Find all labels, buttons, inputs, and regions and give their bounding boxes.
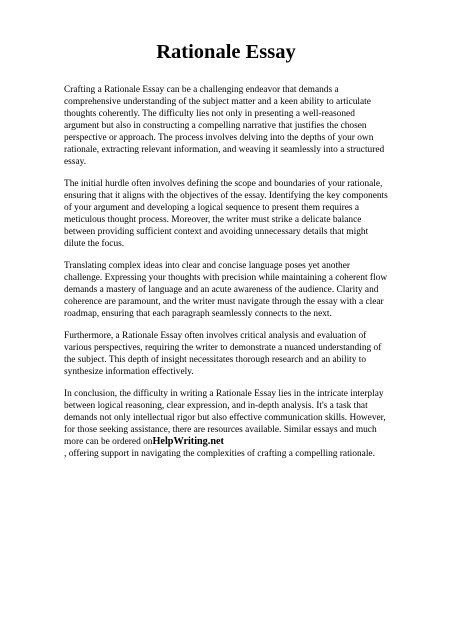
paragraph-1: Crafting a Rationale Essay can be a challenging endeavor that demands a comprehensive understanding of the subject matter and a keen ability to articulate thoughts coherently. The difficulty lies not only in presenting a well-reasoned argument but also in constructing a compelling narrative that justifies the chosen perspective or approach. The process involves delving into the depths of your own rationale, extracting relevant information, and weaving it seamlessly into a structured essay.	[64, 85, 385, 167]
helpwriting-link[interactable]: HelpWriting.net	[152, 436, 224, 447]
paragraph-conclusion	[64, 388, 390, 460]
paragraph-4: Furthermore, a Rationale Essay often involves critical analysis and evaluation of various perspectives, requiring the writer to demonstrate a nuanced understanding of the subject. This depth of insight necessitates thorough research and an ability to synthesize information effectively.	[64, 331, 382, 377]
conclusion-tail-text: , offering support in navigating the complexities of crafting a compelling rationale.	[64, 449, 375, 459]
essay-body	[64, 84, 390, 470]
paragraph-2: The initial hurdle often involves defining the scope and boundaries of your rationale, ensuring that it aligns with the objectives of the essay. Identifying the key components of your argument and developing a logical sequence to present them requires a meticulous thought process. Moreover, the writer must strike a delicate balance between providing sufficient context and avoiding unnecessary details that might dilute the focus.	[64, 179, 388, 249]
page-title: Rationale Essay	[156, 41, 296, 63]
paragraph-3: Translating complex ideas into clear and concise language poses yet another challenge. Expressing your thoughts with precision while maintaining a coherent flow demands a mastery of language and an acute awareness of the audience. Clarity and coherence are paramount, and the writer must navigate through the essay with a clear roadmap, ensuring that each paragraph seamlessly connects to the next.	[64, 261, 388, 319]
conclusion-text: In conclusion, the difficulty in writing a Rationale Essay lies in the intricate interplay between logical reasoning, clear expression, and in-depth analysis. It's a task that demands not only intellectual rigor but also effective communication skills. However, for those seeking assistance, there are resources available. Similar essays and much more can be ordered on	[64, 389, 386, 447]
